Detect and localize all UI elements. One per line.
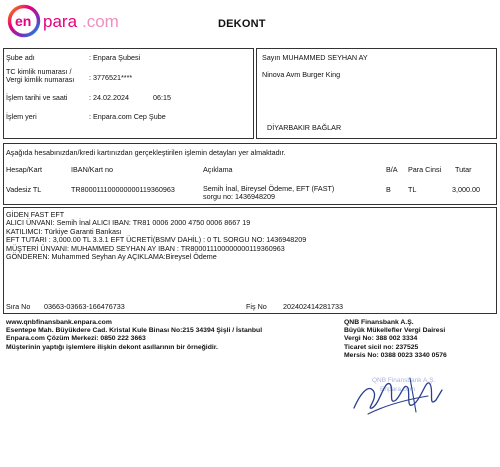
col-header-iban: IBAN/Kart no: [71, 165, 113, 174]
details-line: GÖNDEREN: Muhammed Seyhan Ay AÇIKLAMA:Bireysel Ödeme: [6, 252, 217, 262]
location-value: : Enpara.com Cep Şube: [89, 112, 166, 121]
row-currency: TL: [408, 185, 417, 194]
details-line: GİDEN FAST EFT: [6, 210, 65, 219]
enpara-logo: [6, 4, 136, 38]
logo-com-text: .com: [82, 12, 119, 31]
fis-label: Fiş No: [246, 302, 267, 311]
col-header-account: Hesap/Kart: [6, 165, 42, 174]
location-label: İşlem yeri: [6, 112, 37, 121]
details-line: ALICI ÜNVANI: Semih İnal ALICI IBAN: TR81 0006 2000 4750 0006 8667 19: [6, 218, 251, 228]
row-ba: B: [386, 185, 391, 194]
sira-value: 03663-03663-166476733: [44, 302, 125, 311]
transaction-intro: Aşağıda hesabınızdan/kredi kartınızdan gerçekleştirilen işlemin detayları yer almaktadır.: [6, 148, 286, 157]
transaction-box: [3, 143, 497, 205]
tc-label: [6, 68, 74, 83]
fis-value: 202402414281733: [283, 302, 343, 311]
row-description-line2: sorgu no: 1436948209: [203, 192, 275, 201]
row-amount: 3,000.00: [452, 185, 480, 194]
footer-website: www.qnbfinansbank.enpara.com: [6, 319, 112, 326]
stamp-signature: [344, 370, 454, 420]
stamp-line1: QNB Finansbank A.Ş.: [372, 377, 436, 384]
footer-trade-reg: Ticaret sicil no: 237525: [344, 343, 419, 351]
sira-label: Sıra No: [6, 302, 31, 311]
addressee-box: [256, 48, 497, 139]
time-value: 06:15: [153, 93, 171, 102]
footer-mersis: Mersis No: 0388 0023 3340 0576: [344, 351, 447, 359]
col-header-currency: Para Cinsi: [408, 165, 442, 174]
footer-notice: Müşterinin yaptığı işlemlere ilişkin dekont asıllarının bir örneğidir.: [6, 343, 218, 351]
addressee-name: Sayın MUHAMMED SEYHAN AY: [262, 53, 368, 62]
row-iban: TR800011100000000119360963: [71, 185, 175, 194]
tc-label-line1: TC kimlik numarası /: [6, 67, 72, 76]
col-header-amount: Tutar: [455, 165, 472, 174]
date-label: İşlem tarihi ve saati: [6, 93, 68, 102]
row-description: [203, 185, 334, 201]
tc-label-line2: Vergi kimlik numarası: [6, 74, 75, 84]
col-header-ba: B/A: [386, 165, 398, 174]
logo-en-text: en: [15, 13, 32, 29]
row-description-line1: Semih İnal, Bireysel Ödeme, EFT (FAST): [203, 184, 335, 193]
branch-info-box: [3, 48, 254, 139]
footer-bank-name: QNB Finansbank A.Ş.: [344, 319, 414, 326]
footer-legal-info: [344, 319, 447, 360]
row-account: Vadesiz TL: [6, 185, 42, 194]
footer-address: Esentepe Mah. Büyükdere Cad. Kristal Kule Binası No:215 34394 Şişli / İstanbul: [6, 327, 263, 335]
details-line: EFT TUTARI : 3,000.00 TL 3.3.1 EFT ÜCRETİ(BSMV DAHİL) : 0 TL SORGU NO: 1436948209: [6, 235, 307, 245]
details-line: MÜŞTERİ ÜNVANI: MUHAMMED SEYHAN AY IBAN : TR800011100000000119360963: [6, 243, 285, 253]
branch-label: Şube adı: [6, 53, 35, 62]
footer-tax-no: Vergi No: 388 002 3334: [344, 335, 418, 343]
footer-tax-office: Büyük Mükellefler Vergi Dairesi: [344, 327, 446, 335]
footer-bank-info: [6, 319, 262, 352]
col-header-description: Açıklama: [203, 165, 233, 174]
details-lines: [6, 211, 306, 261]
stamp-line2: Enpara.com: [380, 386, 416, 393]
page-title: DEKONT: [218, 18, 266, 30]
footer-call-center: Enpara.com Çözüm Merkezi: 0850 222 3663: [6, 335, 146, 343]
logo-para-text: para: [43, 12, 78, 31]
details-line: KATILIMCI: Türkiye Garanti Bankası: [6, 226, 122, 236]
details-box: [3, 207, 497, 314]
date-value: : 24.02.2024: [89, 93, 129, 102]
branch-value: : Enpara Şubesi: [89, 53, 141, 62]
addressee-city: DİYARBAKIR BAĞLAR: [267, 123, 342, 132]
addressee-address: Ninova Avm Burger King: [262, 70, 341, 79]
tc-value: : 3776521****: [89, 73, 133, 82]
